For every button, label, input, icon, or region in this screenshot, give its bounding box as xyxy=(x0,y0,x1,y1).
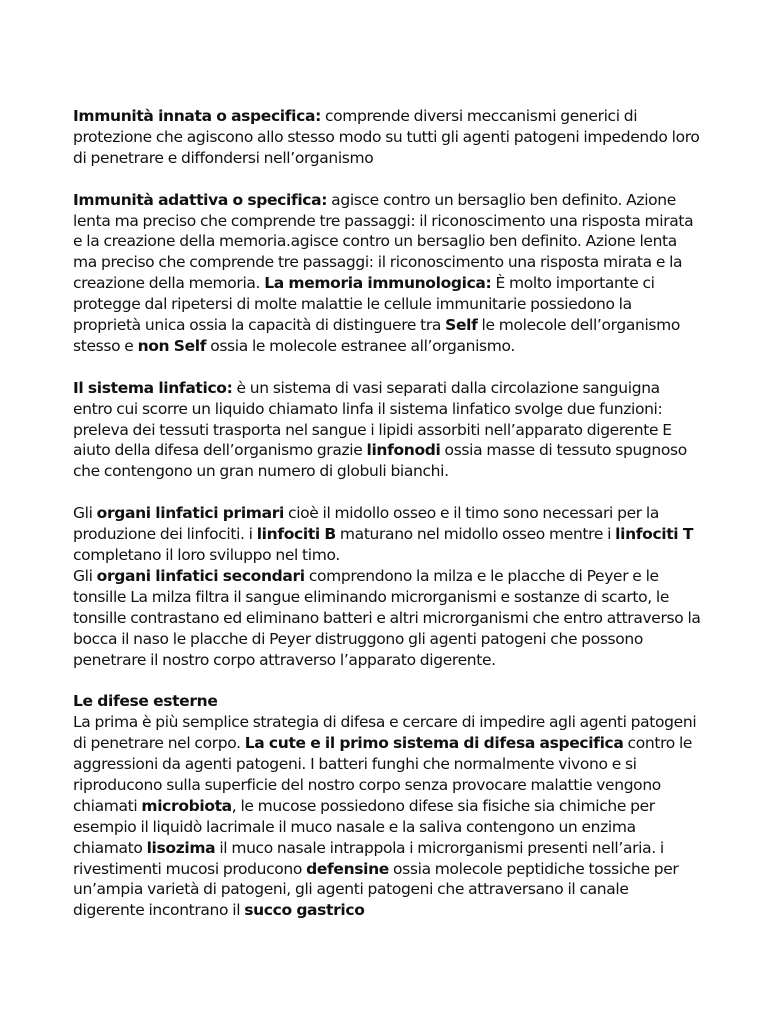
term-b-lymphocytes: linfociti B xyxy=(256,525,336,544)
document-page xyxy=(73,106,703,921)
paragraph-external-defenses xyxy=(73,691,703,921)
paragraph-text: Gli xyxy=(73,504,97,523)
term-lysozyme: lisozima xyxy=(146,838,216,857)
term-adaptive-immunity: Immunità adattiva o specifica: xyxy=(73,190,328,209)
paragraph-text: il muco nasale intrappola i microrganismi presenti nell’aria. i rivestimenti mucosi producono xyxy=(73,838,664,878)
paragraph-secondary-organs xyxy=(73,566,703,671)
paragraph-text: completano il loro sviluppo nel timo. xyxy=(73,545,340,564)
paragraph-innate-immunity xyxy=(73,106,703,169)
paragraph-lymphatic-system xyxy=(73,378,703,483)
paragraph-text: È molto importante ci protegge dal ripetersi di molte malattie le cellule immunitarie possiedono la proprietà unica ossia la capacità di distinguere tra xyxy=(73,274,655,335)
term-primary-lymphatic-organs: organi linfatici primari xyxy=(96,504,284,523)
paragraph-text: ossia molecole peptidiche tossiche per un’ampia varietà di patogeni, gli agenti patogeni che attraversano il canale digerente incontrano il xyxy=(73,859,679,920)
paragraph-text: ossia le molecole estranee all’organismo. xyxy=(206,336,515,355)
term-defensins: defensine xyxy=(306,859,389,878)
term-skin-defense: La cute e il primo sistema di difesa aspecifica xyxy=(244,734,624,753)
paragraph-text: cioè il midollo osseo e il timo sono necessari per la produzione dei linfociti. i xyxy=(73,504,659,544)
paragraph-text: comprendono la milza e le placche di Peyer e le tonsille La milza filtra il sangue eliminando microrganismi e sostanze di scarto, le tonsille contrastano ed eliminano batteri e altri microrganismi che entro attraverso la bocca il naso le placche di Peyer distruggono gli agenti patogeni che possono penetrare il nostro corpo attraverso l’apparato digerente. xyxy=(73,566,701,669)
paragraph-text: ossia masse di tessuto spugnoso che contengono un gran numero di globuli bianchi. xyxy=(73,441,687,481)
paragraph-text: le molecole dell’organismo stesso e xyxy=(73,316,681,355)
paragraph-text: comprende diversi meccanismi generici di protezione che agiscono allo stesso modo su tutti gli agenti patogeni impedendo loro di penetrare e diffondersi nell’organismo xyxy=(73,107,700,167)
term-innate-immunity: Immunità innata o aspecifica: xyxy=(73,107,321,125)
term-non-self: non Self xyxy=(137,336,207,355)
term-microbiota: microbiota xyxy=(141,796,232,815)
term-self: Self xyxy=(445,316,478,335)
paragraph-adaptive-immunity xyxy=(73,190,703,357)
paragraph-text: maturano nel midollo osseo mentre i xyxy=(335,525,616,544)
term-gastric-juice: succo gastrico xyxy=(244,901,365,920)
paragraph-text: è un sistema di vasi separati dalla circolazione sanguigna entro cui scorre un liquido chiamato linfa il sistema linfatico svolge due funzioni: preleva dei tessuti trasporta nel sangue i lipidi assorbiti nell’apparato digerente E aiuto della difesa dell’organismo grazie xyxy=(73,378,672,460)
term-immunological-memory: La memoria immunologica: xyxy=(264,274,492,293)
paragraph-text: agisce contro un bersaglio ben definito. Azione lenta ma preciso che comprende tre passaggi: il riconoscimento una risposta mirata e la creazione della memoria.agisce contro un bersaglio ben definito. Azione lenta ma preciso che comprende tre passaggi: il riconoscimento una risposta mirata e la creazione della memoria. xyxy=(73,190,694,293)
paragraph-text: La prima è più semplice strategia di difesa e cercare di impedire agli agenti patogeni di penetrare nel corpo. xyxy=(73,713,697,753)
term-lymph-nodes: linfonodi xyxy=(366,441,441,460)
term-lymphatic-system: Il sistema linfatico: xyxy=(73,378,233,397)
term-secondary-lymphatic-organs: organi linfatici secondari xyxy=(96,566,305,585)
paragraph-text: contro le aggressioni da agenti patogeni. I batteri funghi che normalmente vivono e si riproducono sulla superficie del nostro corpo senza provocare malattie vengono chiamati xyxy=(73,734,693,815)
term-t-lymphocytes: linfociti T xyxy=(615,525,694,544)
paragraph-text: Gli xyxy=(73,566,97,585)
paragraph-primary-organs xyxy=(73,503,703,566)
section-heading-external-defenses: Le difese esterne xyxy=(73,692,218,711)
paragraph-text: , le mucose possiedono difese sia fisiche sia chimiche per esempio il liquidò lacrimale il muco nasale e la saliva contengono un enzima chiamato xyxy=(73,796,655,857)
